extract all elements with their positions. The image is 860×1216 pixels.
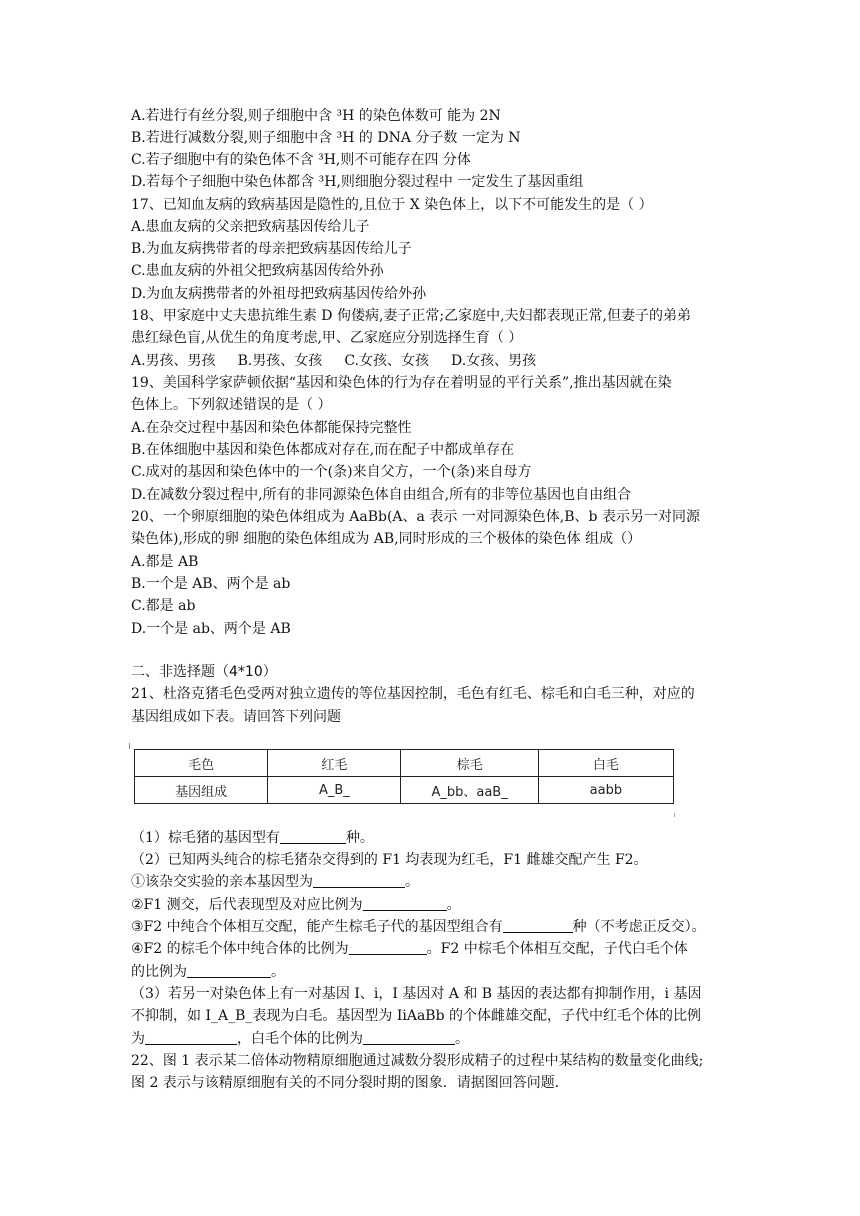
q17-option-d: D.为血友病携带者的外祖母把致病基因传给外孙	[131, 286, 427, 302]
q20-option-b: B.一个是 AB、两个是 ab	[131, 576, 291, 592]
table-cell: 基因组成	[135, 777, 268, 804]
q21-part3-line2: 不抑制，如 I_A_B_表现为白毛。基因型为 IiAaBb 的个体雌雄交配，子代中红毛个体的比例	[131, 1008, 701, 1024]
q21-stem-line1: 21、杜洛克猪毛色受两对独立遗传的等位基因控制，毛色有红毛、棕毛和白毛三种，对应的	[131, 686, 695, 702]
q21-part3-suffix: 。	[455, 1031, 469, 1047]
q21-part3-line1: （3）若另一对染色体上有一对基因 I、i，I 基因对 A 和 B 基因的表达都有抑制作用，i 基因	[131, 986, 702, 1002]
q18-option-d: D.女孩、男孩	[450, 353, 537, 369]
q16-option-d: D.若每个子细胞中染色体都含 ³H,则细胞分裂过程中 一定发生了基因重组	[131, 174, 584, 190]
q19-stem-line2: 色体上。下列叙述错误的是（ ）	[131, 397, 332, 413]
q19-stem-line1: 19、美国科学家萨顿依据“基因和染色体的行为存在着明显的平行关系”,推出基因就在染	[131, 375, 672, 391]
q21-part2-4-cont	[131, 962, 285, 982]
table-header-cell: 棕毛	[401, 750, 538, 777]
q18-stem-line1: 18、甲家庭中丈夫患抗维生素 D 佝偻病,妻子正常;乙家庭中,夫妇都表现正常,但妻子的弟弟	[131, 308, 692, 324]
q21-part2-2-suffix: 。	[446, 897, 461, 913]
q18-option-b: B.男孩、女孩	[237, 353, 323, 369]
q20-option-c: C.都是 ab	[131, 598, 196, 614]
q16-option-a: A.若进行有丝分裂,则子细胞中含 ³H 的染色体数可 能为 2N	[131, 108, 501, 124]
q21-part2-4-suffix: 。	[271, 964, 285, 980]
answer-blank[interactable]	[363, 1030, 455, 1045]
q21-part3-line3	[131, 1029, 469, 1049]
table-header-cell: 白毛	[538, 750, 673, 777]
q21-part2-3	[131, 917, 706, 937]
table-corner-mark	[129, 743, 130, 749]
q17-option-b: B.为血友病携带者的母亲把致病基因传给儿子	[131, 241, 412, 257]
answer-blank[interactable]	[349, 940, 427, 955]
q17-stem: 17、已知血友病的致病基因是隐性的,且位于 X 染色体上，以下不可能发生的是（ ）	[131, 197, 653, 213]
q20-option-d: D.一个是 ab、两个是 AB	[131, 621, 291, 637]
q21-part2-4-text2: 。F2 中棕毛个体相互交配，子代白毛个体	[426, 941, 688, 957]
table-cell: A_bb、aaB_	[401, 777, 538, 804]
q17-option-a: A.患血友病的父亲把致病基因传给儿子	[131, 219, 370, 235]
answer-blank[interactable]	[187, 963, 271, 978]
table-header-cell: 毛色	[135, 750, 268, 777]
q21-stem-line2: 基因组成如下表。请回答下列问题	[131, 709, 341, 725]
q21-part1-suffix: 种。	[345, 830, 374, 846]
q22-stem-line2: 图 2 表示与该精原细胞有关的不同分裂时期的图象．请据图回答问题．	[131, 1075, 569, 1091]
table-row	[135, 777, 674, 804]
q21-part2-1-suffix: 。	[405, 874, 419, 890]
q20-stem-line2: 染色体),形成的卵 细胞的染色体组成为 AB,同时形成的三个极体的染色体 组成（）	[131, 531, 642, 547]
q22-stem-line1: 22、图 1 表示某二倍体动物精原细胞通过减数分裂形成精子的过程中某结构的数量变化曲线;	[131, 1053, 704, 1069]
q21-part2-2	[131, 895, 461, 915]
q18-option-a: A.男孩、男孩	[131, 353, 216, 369]
q21-part3-text2: ，白毛个体的比例为	[237, 1031, 363, 1047]
q21-part2-4-text: ④F2 的棕毛个体中纯合体的比例为	[131, 941, 349, 957]
q19-option-c: C.成对的基因和染色体中的一个(条)来自父方，一个(条)来自母方	[131, 464, 532, 480]
table-cell: aabb	[538, 777, 673, 804]
q21-part1	[131, 828, 374, 848]
q20-stem-line1: 20、一个卵原细胞的染色体组成为 AaBb(A、a 表示 一对同源染色体,B、b 表示另一对同源	[131, 509, 700, 525]
q20-option-a: A.都是 AB	[131, 554, 199, 570]
q21-part2-3-suffix: 种（不考虑正反交）。	[572, 919, 706, 935]
q21-part3-text: 为	[131, 1031, 145, 1047]
q16-option-b: B.若进行减数分裂,则子细胞中含 ³H 的 DNA 分子数 一定为 N	[131, 130, 521, 146]
answer-blank[interactable]	[363, 896, 447, 911]
q21-part2-2-text: ②F1 测交，后代表现型及对应比例为	[131, 897, 363, 913]
q19-option-a: A.在杂交过程中基因和染色体都能保持完整性	[131, 420, 412, 436]
table-corner-mark	[674, 813, 675, 817]
gene-table	[134, 749, 674, 804]
q21-part1-text: （1）棕毛猪的基因型有	[131, 830, 280, 846]
q21-part2-4-text3: 的比例为	[131, 964, 187, 980]
q21-part2-4	[131, 939, 688, 959]
q21-part2-1	[131, 872, 419, 892]
q21-part2: （2）已知两头纯合的棕毛猪杂交得到的 F1 均表现为红毛，F1 雌雄交配产生 F2。	[131, 852, 648, 868]
table-header-row	[135, 750, 674, 777]
q18-option-c: C.女孩、女孩	[344, 353, 429, 369]
table-cell: A_B_	[268, 777, 401, 804]
q17-option-c: C.患血友病的外祖父把致病基因传给外孙	[131, 263, 384, 279]
q19-option-d: D.在减数分裂过程中,所有的非同源染色体自由组合,所有的非等位基因也自由组合	[131, 487, 632, 503]
q19-option-b: B.在体细胞中基因和染色体都成对存在,而在配子中都成单存在	[131, 442, 515, 458]
answer-blank[interactable]	[503, 918, 573, 933]
q21-part2-3-text: ③F2 中纯合个体相互交配，能产生棕毛子代的基因型组合有	[131, 919, 503, 935]
answer-blank[interactable]	[280, 829, 346, 844]
q16-option-c: C.若子细胞中有的染色体不含 ³H,则不可能存在四 分体	[131, 152, 471, 168]
table-header-cell: 红毛	[268, 750, 401, 777]
section-heading: 二、非选择题（4*10）	[131, 664, 277, 680]
q21-part2-1-text: ①该杂交实验的亲本基因型为	[131, 874, 313, 890]
answer-blank[interactable]	[145, 1030, 237, 1045]
answer-blank[interactable]	[313, 873, 405, 888]
q18-options	[131, 351, 536, 371]
q18-stem-line2: 患红绿色盲,从优生的角度考虑,甲、乙家庭应分别选择生育（ ）	[131, 330, 523, 346]
